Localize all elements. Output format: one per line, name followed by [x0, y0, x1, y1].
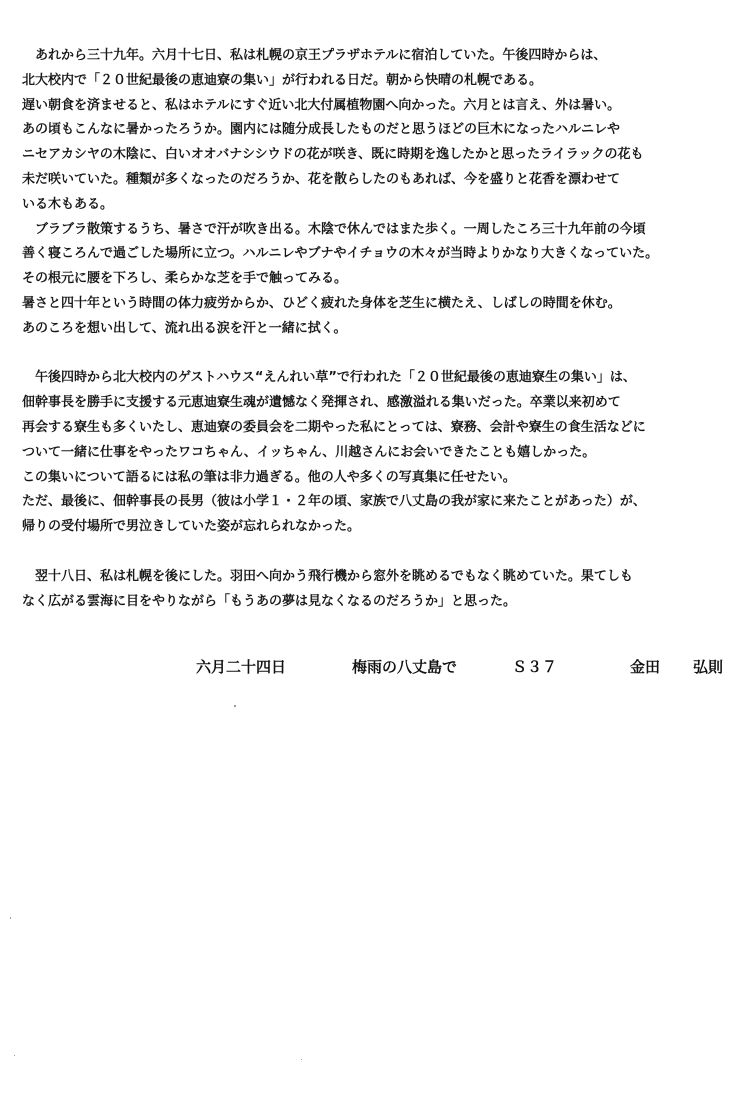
text-line: 午後四時から北大校内のゲストハウス“えんれい草”で行われた「２０世紀最後の恵迪寮生の集い」は、: [22, 370, 636, 386]
text-line: ついて一緒に仕事をやったワコちゃん、イッちゃん、川越さんにお会いできたことも嬉しかった。: [22, 444, 596, 460]
text-line: 帰りの受付場所で男泣きしていた姿が忘れられなかった。: [22, 519, 361, 535]
signature-given-name: 弘則: [693, 658, 724, 676]
text-line: ニセアカシヤの木陰に、白いオオバナシシウドの花が咲き、既に時期を逸したかと思ったライラックの花も: [22, 147, 644, 163]
memoir-text: [22, 44, 737, 614]
signature-class-year: Ｓ３７: [512, 658, 558, 676]
text-line: 暑さと四十年という時間の体力疲労からか、ひどく疲れた身体を芝生に横たえ、しばしの時間を休む。: [22, 295, 621, 311]
text-line: 遅い朝食を済ませると、私はホテルにすぐ近い北大付属植物園へ向かった。六月とは言え、外は暑い。: [22, 97, 621, 113]
text-line: この集いについて語るには私の筆は非力過ぎる。他の人や多くの写真集に任せたい。: [22, 469, 516, 485]
text-line: 未だ咲いていた。種類が多くなったのだろうか、花を散らしたのもあれば、今を盛りと花香を漂わせて: [22, 171, 621, 187]
text-line: いる木もある。: [22, 196, 114, 212]
text-line: ただ、最後に、佃幹事長の長男（彼は小学１・２年の頃、家族で八丈島の我が家に来たことがあった）が、: [22, 494, 646, 510]
text-line: 再会する寮生も多くいたし、恵迪寮の委員会を二期やった私にとっては、寮務、会計や寮生の食生活などに: [22, 419, 646, 435]
paragraph-gap: [22, 540, 737, 565]
signature-place: 梅雨の八丈島で: [352, 658, 458, 676]
text-line: 翌十八日、私は札幌を後にした。羽田へ向かう飛行機から窓外を眺めるでもなく眺めていた。果てしも: [22, 568, 633, 584]
text-line: あのころを想い出して、流れ出る涙を汗と一緒に拭く。: [22, 320, 347, 336]
text-line: 北大校内で「２０世紀最後の恵迪寮の集い」が行われる日だ。朝から快晴の札幌である。: [22, 72, 543, 88]
scan-speck: [14, 1055, 15, 1056]
scan-speck: [301, 1059, 302, 1060]
paragraph-botanical-garden: [22, 44, 737, 342]
text-line: あれから三十九年。六月十七日、私は札幌の京王プラザホテルに宿泊していた。午後四時からは、: [22, 48, 607, 63]
text-line: その根元に腰を下ろし、柔らかな芝を手で触ってみる。: [22, 271, 348, 287]
paragraph-departure: [22, 565, 737, 615]
signature-line: [196, 654, 736, 680]
text-line: 善く寝ころんで過ごした場所に立つ。ハルニレやブナやイチョウの木々が当時よりかなり大きくなっていた。: [22, 246, 659, 262]
paragraph-reunion: [22, 366, 737, 540]
paragraph-gap: [22, 342, 737, 367]
scan-speck: [10, 917, 11, 919]
text-line: 佃幹事長を勝手に支援する元恵迪寮生魂が遺憾なく発揮され、感激溢れる集いだった。卒業以来初めて: [22, 395, 621, 411]
text-line: あの頃もこんなに暑かったろうか。園内には随分成長したものだと思うほどの巨木になったハルニレや: [22, 122, 621, 138]
signature-date: 六月二十四日: [196, 658, 287, 676]
scan-speck: [234, 705, 236, 707]
signature-surname: 金田: [630, 658, 661, 676]
text-line: なく広がる雲海に目をやりながら「もうあの夢は見なくなるのだろうか」と思った。: [22, 593, 517, 609]
text-line: ブラブラ散策するうち、暑さで汗が吹き出る。木陰で休んではまた歩く。一周したころ三十九年前の今頃: [22, 221, 646, 237]
